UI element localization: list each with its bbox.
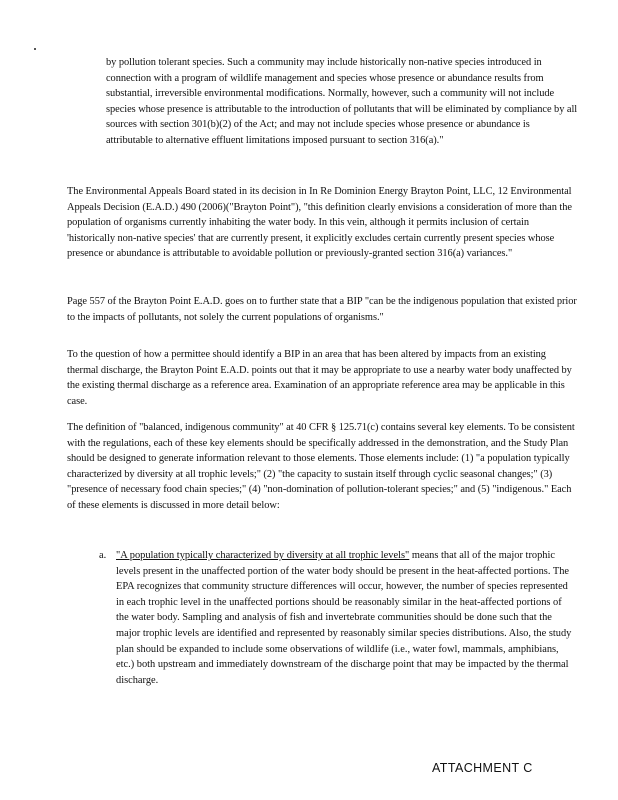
scan-speck [34,48,36,50]
list-marker: a. [99,550,107,561]
paragraph-key-elements: The definition of "balanced, indigenous community" at 40 CFR § 125.71(c) contains several key elements. To be consistent with the regulations, each of these key elements should be specifically addressed in the demonstration, and the Study Plan should be designed to generate information relevant to those elements. Those elements include: (1) "a population typically characterized by diversity at all trophic levels;" (2) "the capacity to sustain itself through cyclic seasonal changes;" (3) "presence of necessary food chain species;" (4) "non-domination of pollution-tolerant species;" and (5) "indigenous." Each of these elements is discussed in more detail below: [67,422,575,511]
paragraph-brayton-point: The Environmental Appeals Board stated in its decision in In Re Dominion Energy Brayton Point, LLC, 12 Environmental Appeals Decision (E.A.D.) 490 (2006)("Brayton Point"), "this definition clearly envisions a consideration of more than the population of organisms currently inhabiting the water body. In this vein, although it permits inclusion of certain 'historically non-native species' that are currently present, it explicitly excludes certain currently present species whose presence or abundance is attributable to avoidable pollution or previously-granted section 316(a) variances." [67,186,572,260]
attachment-label: ATTACHMENT C [432,761,533,775]
paragraph-page-557: Page 557 of the Brayton Point E.A.D. goes on to further state that a BIP "can be the indigenous population that existed prior to the impacts of pollutants, not solely the current populations of organisms." [67,296,577,323]
paragraph-reference-area: To the question of how a permittee should identify a BIP in an area that has been altered by impacts from an existing thermal discharge, the Brayton Point E.A.D. points out that it may be appropriate to use a nearby water body unaffected by the existing thermal discharge as a reference area. Examination of an appropriate reference area may be applicable in this case. [67,349,572,407]
quote-continuation: by pollution tolerant species. Such a community may include historically non-native species introduced in connection with a program of wildlife management and species whose presence or abundance results from substantial, irreversible environmental modifications. Normally, however, such a community will not include species whose presence is attributable to the introduction of pollutants that will be eliminated by compliance by all sources with section 301(b)(2) of the Act; and may not include species whose presence or abundance is attributable to alternative effluent limitations imposed pursuant to section 316(a)." [106,57,578,146]
list-item-body [116,548,575,688]
list-item-heading: "A population typically characterized by diversity at all trophic levels" [116,550,410,561]
list-item-text: means that all of the major trophic levels present in the unaffected portion of the water body should be present in the heat-affected portions. The EPA recognizes that community structure differences will occur, however, the number of species represented in each trophic level in the unaffected portions should be reasonably similar in the heat-affected portions of the water body. Sampling and analysis of fish and invertebrate communities should be done such that the major trophic levels are identified and represented by reasonably similar species distributions. Also, the study plan should be expanded to include some observations of wildlife (i.e., water fowl, mammals, amphibians, etc.) both upstream and immediately downstream of the discharge point that may be impacted by the thermal discharge. [116,550,572,686]
